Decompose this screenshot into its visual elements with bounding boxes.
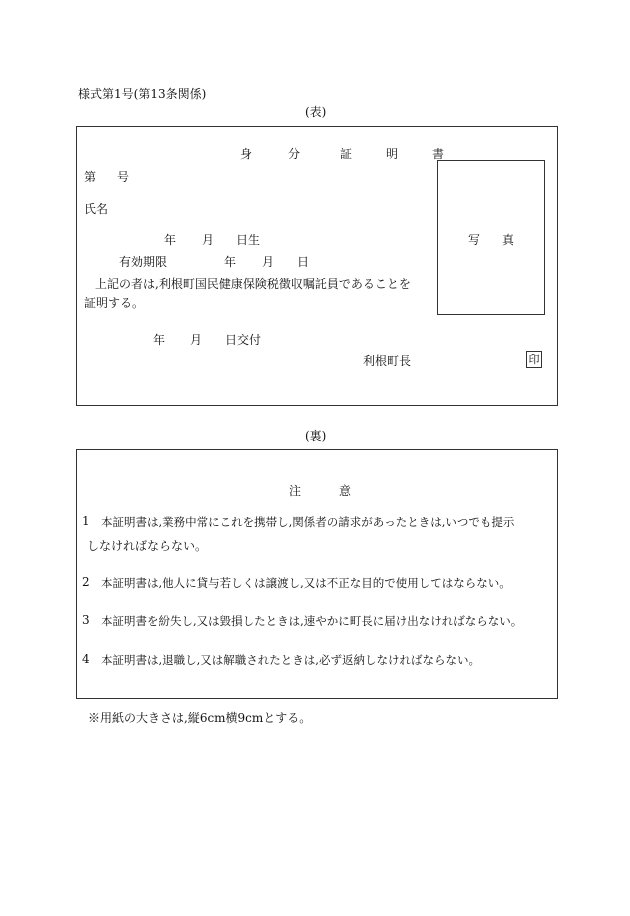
seal-mark: 印 <box>526 351 542 368</box>
number-label-dai: 第 <box>84 170 97 184</box>
name-label: 氏名 <box>84 202 109 216</box>
note-4-number: 4 <box>82 652 90 666</box>
form-number: 様式第1号(第13条関係) <box>78 87 207 101</box>
validity-month: 月 <box>262 255 275 269</box>
front-side-label: (表) <box>305 105 327 119</box>
birth-day: 日生 <box>236 233 261 247</box>
back-title: 注 意 <box>289 484 352 498</box>
note-1-number: 1 <box>82 514 90 528</box>
validity-day: 日 <box>297 255 310 269</box>
birth-year: 年 <box>164 233 177 247</box>
validity-year: 年 <box>224 255 237 269</box>
photo-label: 写 真 <box>468 233 515 247</box>
note-2-line-1: 本証明書は,他人に貸与若しくは譲渡し,又は不正な目的で使用してはならない。 <box>101 576 511 590</box>
issue-year: 年 <box>153 333 166 347</box>
issuer: 利根町長 <box>363 354 412 368</box>
note-3-line-1: 本証明書を紛失し,又は毀損したときは,速やかに町長に届け出なければならない。 <box>101 614 523 628</box>
validity-label: 有効期限 <box>119 255 168 269</box>
note-3-number: 3 <box>82 613 90 627</box>
note-4-line-1: 本証明書は,退職し,又は解職されたときは,必ず返納しなければならない。 <box>101 653 480 667</box>
statement-line-1: 上記の者は,利根町国民健康保険税徴収嘱託員であることを <box>95 277 411 291</box>
front-title: 身 分 証 明 書 <box>240 147 445 161</box>
note-1-line-1: 本証明書は,業務中常にこれを携帯し,関係者の請求があったときは,いつでも提示 <box>101 515 515 529</box>
note-1-line-2: しなければならない。 <box>87 539 208 553</box>
footnote: ※用紙の大きさは,縦6cm横9cmとする。 <box>88 711 312 725</box>
statement-line-2: 証明する。 <box>84 296 145 310</box>
number-label-go: 号 <box>117 170 130 184</box>
note-2-number: 2 <box>82 575 90 589</box>
birth-month: 月 <box>202 233 215 247</box>
back-side-label: (裏) <box>305 429 327 443</box>
issue-month: 月 <box>190 333 203 347</box>
issue-day: 日交付 <box>225 333 262 347</box>
